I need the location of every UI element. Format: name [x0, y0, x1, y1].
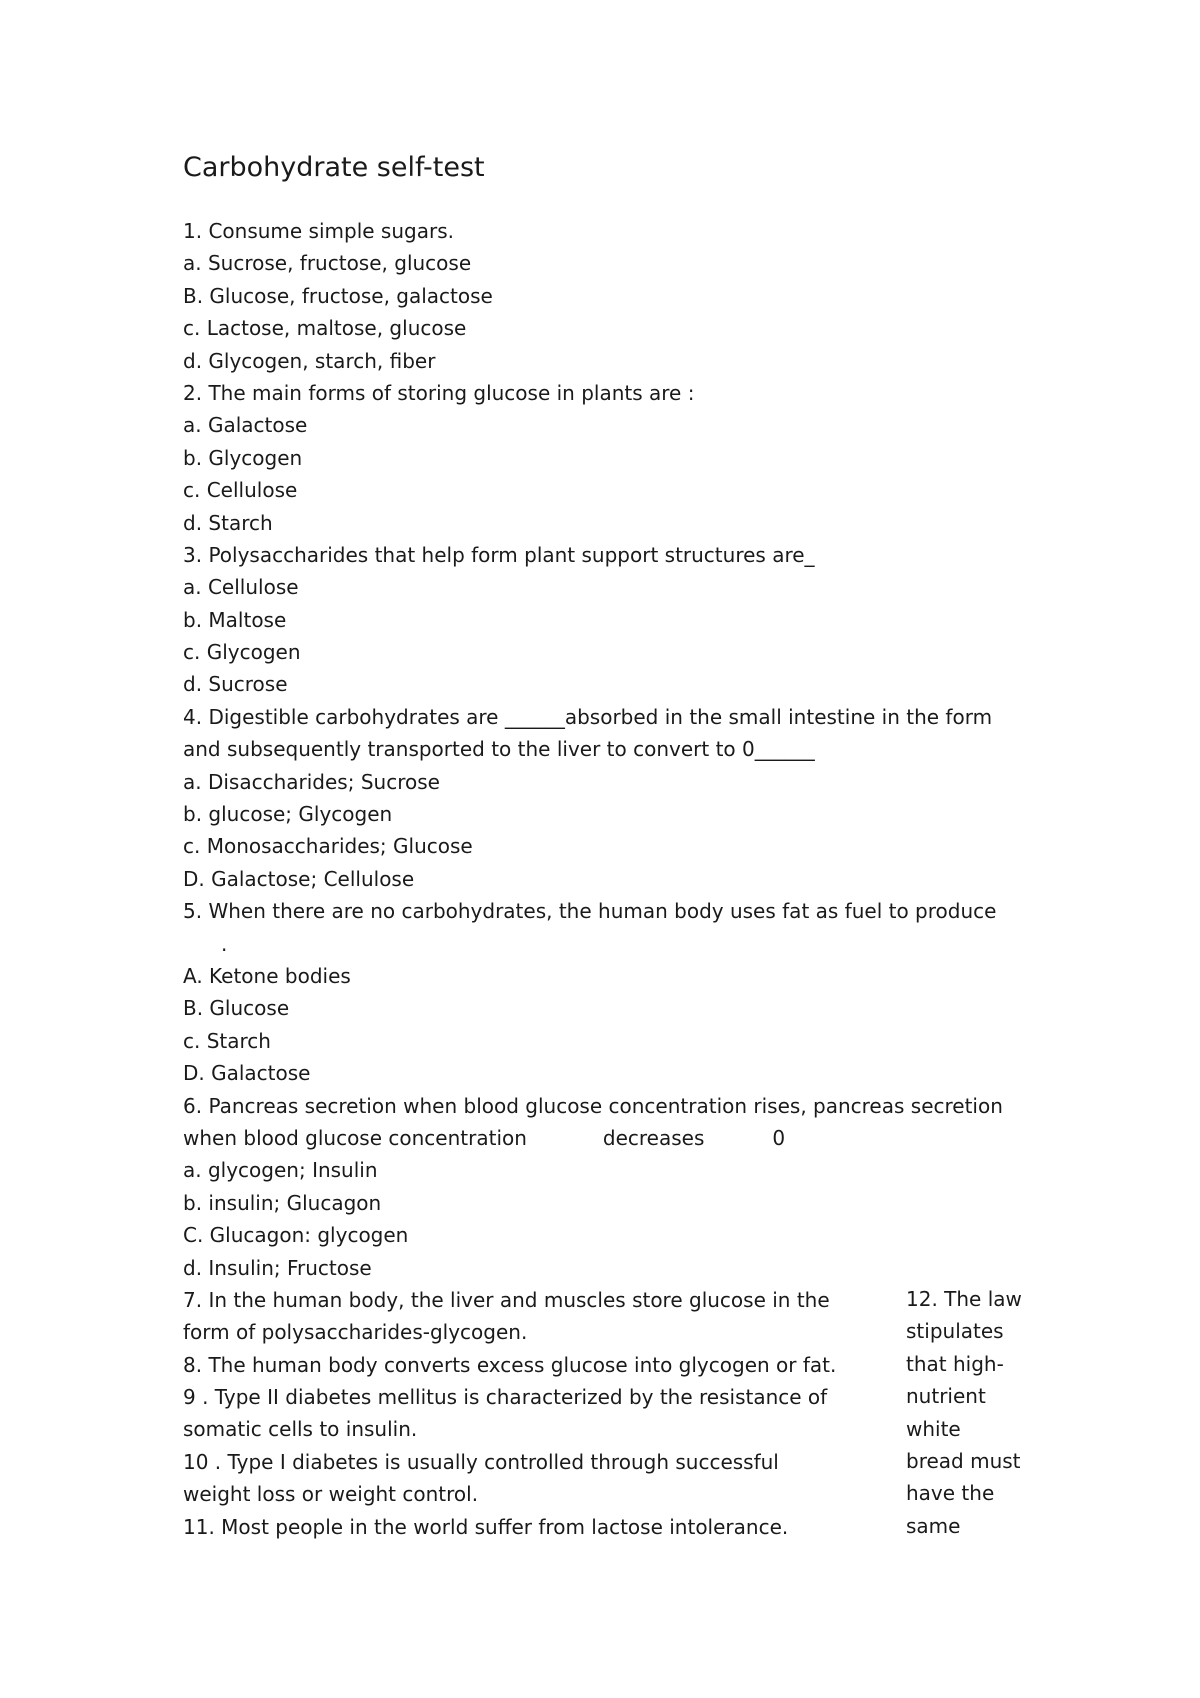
question-2-stem: 2. The main forms of storing glucose in plants are :: [183, 380, 695, 405]
question-2-option-c: c. Cellulose: [183, 478, 298, 503]
statement-line: 9 . Type II diabetes mellitus is characterized by the resistance of: [183, 1385, 828, 1410]
question-6-option-c: C. Glucagon: glycogen: [183, 1223, 409, 1248]
question-4-stem-line-2: and subsequently transported to the liver to convert to 0______: [183, 737, 815, 762]
question-5-stem-line-2: .: [221, 931, 228, 956]
question-2-option-b: b. Glycogen: [183, 445, 303, 470]
question-3-option-d: d. Sucrose: [183, 672, 288, 697]
question-5-stem-line-1: 5. When there are no carbohydrates, the human body uses fat as fuel to produce: [183, 899, 997, 924]
question-1-option-c: c. Lactose, maltose, glucose: [183, 316, 467, 341]
question-6-option-d: d. Insulin; Fructose: [183, 1255, 372, 1280]
side-column-line: that high-: [906, 1351, 1004, 1376]
question-5-option-a: A. Ketone bodies: [183, 963, 351, 988]
question-1-option-b: B. Glucose, fructose, galactose: [183, 283, 493, 308]
side-column-line: nutrient: [906, 1384, 986, 1409]
side-column-line: white: [906, 1416, 961, 1441]
question-5-option-b: B. Glucose: [183, 996, 290, 1021]
question-3-option-a: a. Cellulose: [183, 575, 299, 600]
question-2-option-d: d. Starch: [183, 510, 273, 535]
side-column-line: stipulates: [906, 1319, 1004, 1344]
question-6-option-b: b. insulin; Glucagon: [183, 1190, 382, 1215]
question-6-stem-line-2: [183, 1122, 1023, 1154]
question-3-option-c: c. Glycogen: [183, 640, 301, 665]
question-5-option-c: c. Starch: [183, 1028, 271, 1053]
question-6-stem-part-a: when blood glucose concentration: [183, 1125, 527, 1150]
question-4-option-a: a. Disaccharides; Sucrose: [183, 769, 440, 794]
side-column-line: bread must: [906, 1448, 1021, 1473]
side-column-line: have the: [906, 1481, 995, 1506]
question-3-stem: 3. Polysaccharides that help form plant support structures are_: [183, 542, 815, 567]
statement-line: somatic cells to insulin.: [183, 1417, 418, 1442]
question-6-stem-line-1: 6. Pancreas secretion when blood glucose concentration rises, pancreas secretion: [183, 1093, 1003, 1118]
document-title: Carbohydrate self-test: [183, 152, 485, 183]
question-1-stem: 1. Consume simple sugars.: [183, 219, 454, 243]
side-column-line: 12. The law: [906, 1287, 1022, 1311]
question-6-stem-part-b: decreases: [602, 1125, 705, 1150]
question-6-option-a: a. glycogen; Insulin: [183, 1158, 378, 1183]
question-4-option-d: D. Galactose; Cellulose: [183, 866, 415, 891]
question-2-option-a: a. Galactose: [183, 413, 308, 438]
question-5-option-d: D. Galactose: [183, 1061, 311, 1086]
statement-line: weight loss or weight control.: [183, 1482, 479, 1507]
statement-line: form of polysaccharides-glycogen.: [183, 1320, 528, 1345]
question-1-option-a: a. Sucrose, fructose, glucose: [183, 251, 472, 276]
side-column-statement-12: [906, 1283, 1036, 1542]
question-4-stem-line-1: 4. Digestible carbohydrates are ______absorbed in the small intestine in the form: [183, 704, 993, 729]
question-4-option-c: c. Monosaccharides; Glucose: [183, 834, 473, 859]
side-column-line: same: [906, 1513, 961, 1538]
statement-line: 7. In the human body, the liver and muscles store glucose in the: [183, 1287, 830, 1312]
question-3-option-b: b. Maltose: [183, 607, 287, 632]
question-6-stem-part-c: 0: [772, 1125, 786, 1150]
question-1-option-d: d. Glycogen, starch, fiber: [183, 348, 436, 373]
question-4-option-b: b. glucose; Glycogen: [183, 802, 393, 827]
statement-line: 10 . Type I diabetes is usually controlled through successful: [183, 1449, 779, 1474]
statement-line: 11. Most people in the world suffer from lactose intolerance.: [183, 1514, 789, 1539]
statement-line: 8. The human body converts excess glucose into glycogen or fat.: [183, 1352, 837, 1377]
question-list: [183, 215, 1023, 1543]
